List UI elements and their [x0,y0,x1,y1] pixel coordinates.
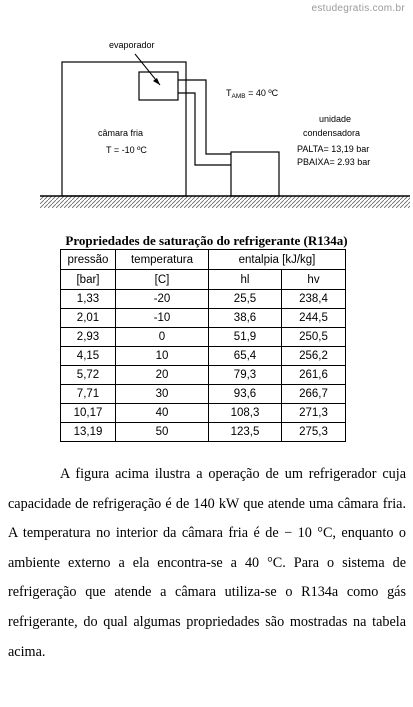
table-header-row [61,250,346,270]
evaporador-pointer-head [153,78,160,85]
table-title: Propriedades de saturação do refrigerante (R134a) [65,233,348,248]
table-row [61,423,346,442]
header-cell: hl [209,270,282,290]
header-cell: [bar] [61,270,116,290]
camara-temp-label: T = -10 ºC [106,145,147,155]
table-cell: 0 [116,328,209,347]
table-row [61,290,346,309]
table-cell: 38,6 [209,309,282,328]
table-cell: 93,6 [209,385,282,404]
table-cell: 13,19 [61,423,116,442]
table-cell: 256,2 [282,347,346,366]
table-cell: 108,3 [209,404,282,423]
table-row [61,347,346,366]
tamb-label [226,88,279,100]
table-cell: 65,4 [209,347,282,366]
ground-hatch [40,196,410,208]
properties-table [60,249,346,442]
watermark: estudegratis.com.br [311,3,405,14]
table-row [61,404,346,423]
header-cell: temperatura [116,250,209,270]
table-cell: -20 [116,290,209,309]
tamb-sub: AMB [231,93,246,100]
camara-fria-label: câmara fria [98,128,144,138]
table-cell: 123,5 [209,423,282,442]
table-cell: 2,93 [61,328,116,347]
table-cell: 79,3 [209,366,282,385]
table-cell: -10 [116,309,209,328]
header-cell: pressão [61,250,116,270]
table-cell: 244,5 [282,309,346,328]
unidade-condensadora-box [231,152,279,196]
header-cell: entalpia [kJ/kg] [209,250,346,270]
table-header-row [61,270,346,290]
table-cell: 30 [116,385,209,404]
tamb-value: = 40 ºC [245,88,279,98]
table-cell: 4,15 [61,347,116,366]
condensadora-label: condensadora [303,128,361,138]
table-cell: 250,5 [282,328,346,347]
table-cell: 271,3 [282,404,346,423]
palta-label: PALTA= 13,19 bar [297,144,370,154]
table-cell: 10 [116,347,209,366]
table-cell: 2,01 [61,309,116,328]
table-cell: 266,7 [282,385,346,404]
unidade-label: unidade [319,114,352,124]
refrigeration-diagram [0,0,413,225]
pbaixa-label: PBAIXA= 2.93 bar [297,157,371,167]
table-cell: 5,72 [61,366,116,385]
table-cell: 7,71 [61,385,116,404]
table-row [61,328,346,347]
table-cell: 25,5 [209,290,282,309]
table-row [61,309,346,328]
table-cell: 1,33 [61,290,116,309]
table-row [61,366,346,385]
tamb-prefix: T [226,88,232,98]
header-cell: [C] [116,270,209,290]
table-cell: 40 [116,404,209,423]
table-cell: 20 [116,366,209,385]
table-cell: 10,17 [61,404,116,423]
table-cell: 50 [116,423,209,442]
header-cell: hv [282,270,346,290]
table-row [61,385,346,404]
evaporador-label: evaporador [109,40,155,50]
table-cell: 51,9 [209,328,282,347]
evaporador-box [139,72,178,100]
table-cell: 238,4 [282,290,346,309]
table-cell: 275,3 [282,423,346,442]
problem-paragraph: A figura acima ilustra a operação de um refrigerador cuja capacidade de refrigeração é de 140 kW que atende uma câmara fria. A temperatura no interior da câmara fria é de − 10 °C, enquanto o ambiente externo a ela encontra-se a 40 °C. Para o sistema de refrigeração que atende a câmara utiliza-se o R134a como gás refrigerante, do qual algumas propriedades são mostradas na tabela acima. [8,466,406,660]
table-cell: 261,6 [282,366,346,385]
